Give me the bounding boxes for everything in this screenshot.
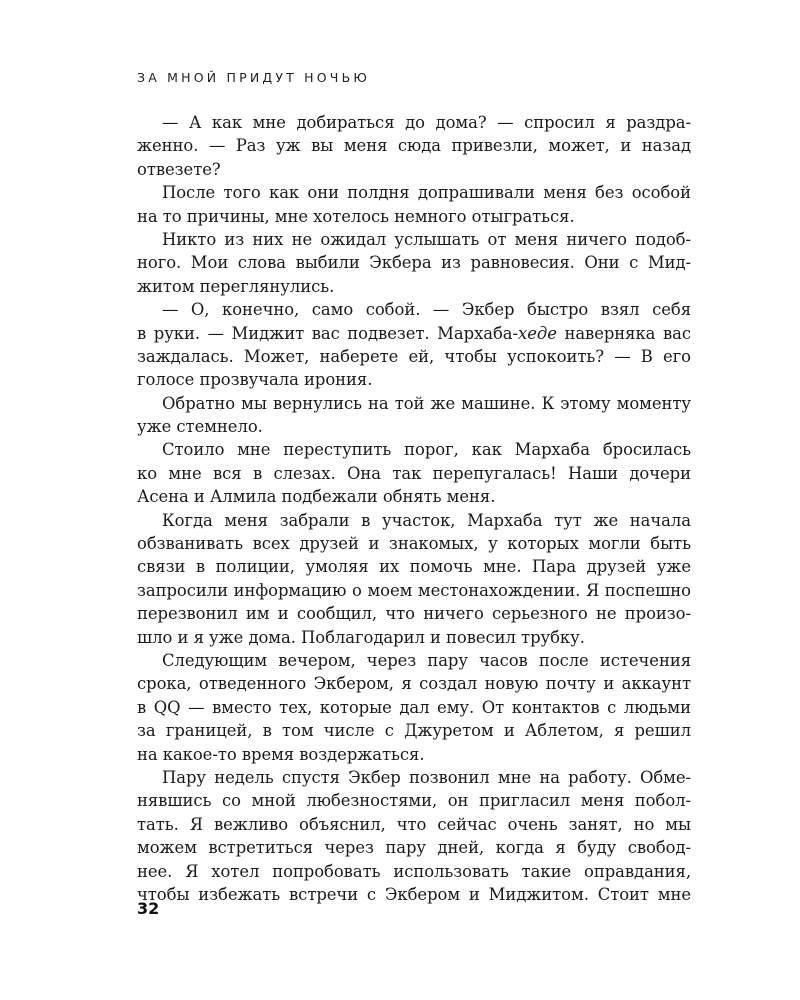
text-line bbox=[137, 626, 691, 649]
text-line-content: После того как они полдня допрашивали меня без особой bbox=[162, 183, 691, 203]
text-line-content: в QQ — вместо тех, которые дал ему. От контактов с людьми bbox=[137, 697, 691, 717]
text-line bbox=[137, 228, 691, 251]
running-head: ЗА МНОЙ ПРИДУТ НОЧЬЮ bbox=[137, 70, 371, 85]
text-line bbox=[137, 602, 691, 625]
text-line-content: тать. Я вежливо объяснил, что сейчас очень занят, но мы bbox=[137, 814, 691, 834]
text-line bbox=[137, 205, 691, 228]
text-line-content: Обратно мы вернулись на той же машине. К этому моменту bbox=[162, 393, 691, 413]
text-line-content: ного. Мои слова выбили Экбера из равновесия. Они с Мид- bbox=[137, 253, 691, 273]
text-line bbox=[137, 438, 691, 461]
text-line bbox=[137, 485, 691, 508]
text-line bbox=[137, 696, 691, 719]
text-line-content: срока, отведенного Экбером, я создал новую почту и аккаунт bbox=[137, 674, 691, 694]
text-line-content: можем встретиться через пару дней, когда я буду свобод- bbox=[137, 838, 691, 858]
text-line bbox=[137, 415, 691, 438]
text-line-content: отвезете? bbox=[137, 159, 221, 179]
text-line bbox=[137, 789, 691, 812]
text-line-content: запросили информацию о моем местонахождении. Я поспешно bbox=[137, 580, 691, 600]
text-line-content: перезвонил им и сообщил, что ничего серьезного не произо- bbox=[137, 604, 691, 624]
text-line-content: Никто из них не ожидал услышать от меня ничего подоб- bbox=[162, 229, 691, 249]
text-line bbox=[137, 158, 691, 181]
text-line-content: Асена и Алмила подбежали обнять меня. bbox=[137, 487, 496, 507]
text-line bbox=[137, 322, 691, 345]
text-line-content: за границей, в том числе с Джуретом и Аблетом, я решил bbox=[137, 721, 691, 741]
text-line-content: женно. — Раз уж вы меня сюда привезли, может, и назад bbox=[137, 136, 691, 156]
text-line bbox=[137, 532, 691, 555]
text-line bbox=[137, 719, 691, 742]
text-line bbox=[137, 368, 691, 391]
text-line-content: на какое-то время воздержаться. bbox=[137, 744, 425, 764]
text-line bbox=[137, 275, 691, 298]
text-line-content: нявшись со мной любезностями, он пригласил меня побол- bbox=[137, 791, 691, 811]
text-line-content: шло и я уже дома. Поблагодарил и повесил трубку. bbox=[137, 627, 585, 647]
text-line-emphasis: хеде bbox=[518, 323, 557, 343]
text-line-content: заждалась. Может, наберете ей, чтобы успокоить? — В его bbox=[137, 346, 691, 366]
text-line bbox=[137, 766, 691, 789]
text-line-content: — О, конечно, само собой. — Экбер быстро взял себя bbox=[162, 300, 691, 320]
text-line bbox=[137, 345, 691, 368]
text-line-content: нее. Я хотел попробовать использовать такие оправдания, bbox=[137, 861, 691, 881]
text-line bbox=[137, 392, 691, 415]
text-line bbox=[137, 883, 691, 906]
text-line-content: голосе прозвучала ирония. bbox=[137, 370, 373, 390]
text-line bbox=[137, 672, 691, 695]
body-text bbox=[137, 111, 691, 906]
text-line-content: связи в полиции, умоляя их помочь мне. Пара друзей уже bbox=[137, 557, 691, 577]
text-line-content: уже стемнело. bbox=[137, 417, 263, 437]
text-line bbox=[137, 555, 691, 578]
text-line-content: Когда меня забрали в участок, Мархаба тут же начала bbox=[162, 510, 691, 530]
text-line-content: чтобы избежать встречи с Экбером и Миджитом. Стоит мне bbox=[137, 884, 691, 904]
text-line bbox=[137, 251, 691, 274]
page-number: 32 bbox=[137, 899, 160, 918]
text-line-content: Стоило мне переступить порог, как Мархаба бросилась bbox=[162, 440, 691, 460]
text-line-content: — А как мне добираться до дома? — спросил я раздра- bbox=[162, 113, 691, 132]
text-line bbox=[137, 649, 691, 672]
text-line-content: ко мне вся в слезах. Она так перепугалась! Наши дочери bbox=[137, 463, 691, 483]
text-line-content: житом переглянулись. bbox=[137, 276, 335, 296]
text-line bbox=[137, 813, 691, 836]
text-line bbox=[137, 134, 691, 157]
text-line-continuation: наверняка вас bbox=[556, 323, 692, 343]
text-line bbox=[137, 462, 691, 485]
text-line bbox=[137, 860, 691, 883]
text-line-content: обзванивать всех друзей и знакомых, у которых могли быть bbox=[137, 534, 691, 554]
text-line-content: на то причины, мне хотелось немного отыграться. bbox=[137, 206, 575, 226]
text-line bbox=[137, 836, 691, 859]
text-line-content: Следующим вечером, через пару часов после истечения bbox=[162, 650, 691, 670]
text-line-content: Пару недель спустя Экбер позвонил мне на работу. Обме- bbox=[162, 767, 691, 787]
text-line bbox=[137, 579, 691, 602]
text-line bbox=[137, 111, 691, 134]
text-line-content: в руки. — Миджит вас подвезет. Мархаба- bbox=[137, 323, 519, 343]
text-line bbox=[137, 743, 691, 766]
text-line bbox=[137, 181, 691, 204]
text-line bbox=[137, 298, 691, 321]
text-line bbox=[137, 509, 691, 532]
